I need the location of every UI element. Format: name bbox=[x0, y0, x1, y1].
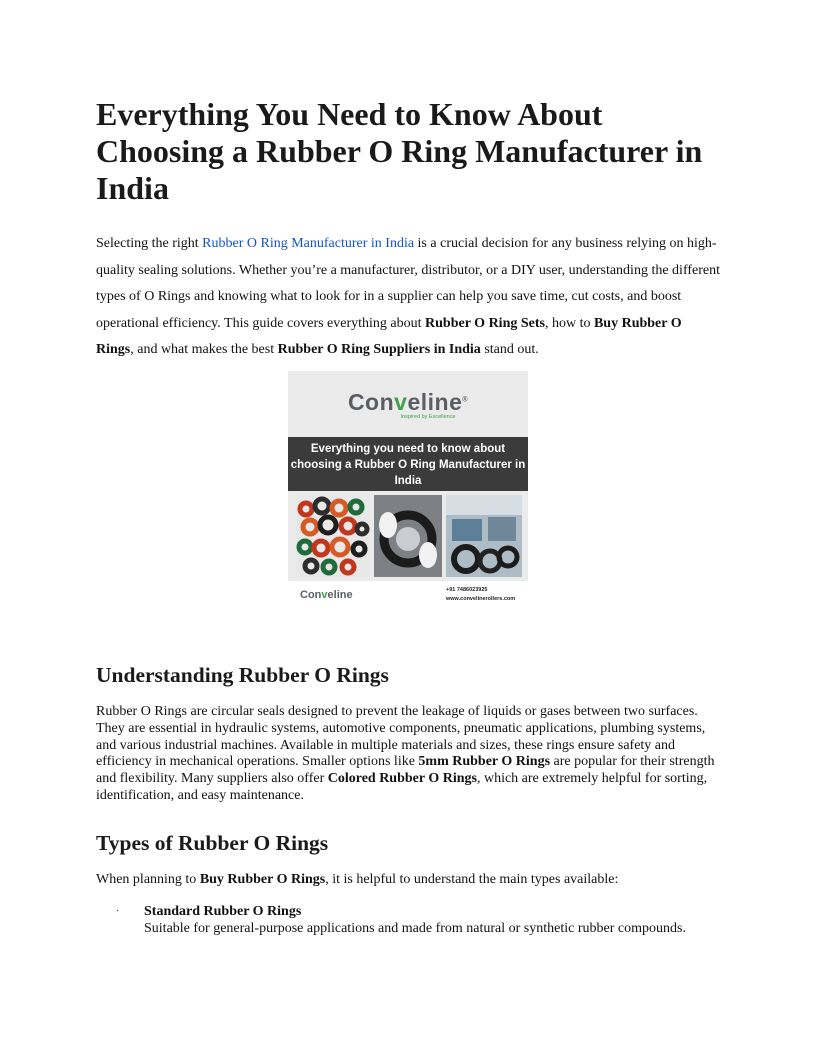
website-url: www.convelinerollers.com bbox=[446, 596, 516, 602]
understanding-paragraph bbox=[96, 704, 720, 805]
types-text-2: , it is helpful to understand the main types available: bbox=[325, 872, 619, 887]
product-photos bbox=[296, 495, 522, 581]
manufacturer-link[interactable]: Rubber O Ring Manufacturer in India bbox=[202, 236, 415, 251]
factory-photo bbox=[446, 495, 522, 577]
list-item-title: Standard Rubber O Rings bbox=[144, 904, 302, 919]
understanding-text-1: Rubber O Rings are circular seals designed to prevent the leakage of liquids or gases between two surfaces. They are essential in hydraulic systems, automotive components, pneumatic applications, plumbing systems, and various industrial machines. Available in multiple materials and sizes, these rings ensure safety and efficiency in mechanical operations. Smaller options like bbox=[96, 704, 706, 770]
types-list bbox=[96, 904, 736, 937]
article-hero-image bbox=[288, 371, 528, 611]
types-text-1: When planning to bbox=[96, 872, 200, 887]
o-ring-handling-photo bbox=[374, 495, 442, 577]
intro-paragraph bbox=[96, 231, 720, 364]
intro-text-1: Selecting the right bbox=[96, 236, 203, 251]
types-intro-paragraph bbox=[96, 872, 720, 889]
intro-text-3: , how to bbox=[544, 315, 594, 331]
logo-v: v bbox=[394, 389, 408, 415]
page-title: Everything You Need to Know About Choosing a Rubber O Ring Manufacturer in India bbox=[96, 96, 703, 206]
list-item-description: Suitable for general-purpose applications and made from natural or synthetic rubber compounds. bbox=[144, 920, 686, 936]
footer-logo-prefix: Con bbox=[300, 589, 322, 601]
image-footer bbox=[288, 581, 528, 611]
intro-bold-sets: Rubber O Ring Sets bbox=[425, 315, 545, 331]
intro-bold-suppliers: Rubber O Ring Suppliers in India bbox=[277, 342, 481, 357]
types-bold-buy: Buy Rubber O Rings bbox=[199, 872, 326, 887]
colored-o-rings-photo bbox=[296, 495, 370, 577]
understanding-text-2: are popular for their strength and flexibility. Many suppliers also offer bbox=[96, 754, 715, 787]
bullet-icon: · bbox=[116, 906, 120, 917]
phone-number: +91 7486023925 bbox=[446, 587, 488, 593]
understanding-bold-5mm: 5mm Rubber O Rings bbox=[418, 754, 551, 770]
logo-suffix: eline bbox=[407, 389, 463, 415]
conveline-logo bbox=[288, 389, 528, 420]
logo-prefix: Con bbox=[347, 389, 395, 415]
footer-logo-suffix: eline bbox=[327, 589, 353, 601]
image-banner-text: Everything you need to know about choosing a Rubber O Ring Manufacturer in India bbox=[288, 437, 528, 491]
footer-logo bbox=[300, 589, 353, 601]
intro-text-4: , and what makes the best bbox=[130, 342, 278, 357]
intro-bold-buy: Buy Rubber O Rings bbox=[96, 315, 682, 357]
footer-logo-v: v bbox=[321, 589, 328, 601]
contact-info bbox=[446, 586, 515, 604]
intro-text-2: is a crucial decision for any business relying on high-quality sealing solutions. Whether you’re a manufacturer, distributor, or a DIY user, understanding the different types of O Rings and knowing what to look for in a supplier can help you save time, cut costs, and boost operational efficiency. This guide covers everything about bbox=[96, 236, 720, 331]
list-item bbox=[96, 904, 736, 937]
logo-registered-mark: ® bbox=[462, 396, 469, 404]
understanding-text-3: , which are extremely helpful for sorting, identification, and easy maintenance. bbox=[96, 771, 708, 803]
understanding-bold-colored: Colored Rubber O Rings bbox=[327, 771, 477, 787]
intro-text-5: stand out. bbox=[480, 342, 539, 357]
logo-tagline: Inspired by Excellence bbox=[400, 414, 456, 420]
section-heading-types: Types of Rubber O Rings bbox=[96, 831, 329, 855]
section-heading-understanding: Understanding Rubber O Rings bbox=[96, 663, 389, 687]
